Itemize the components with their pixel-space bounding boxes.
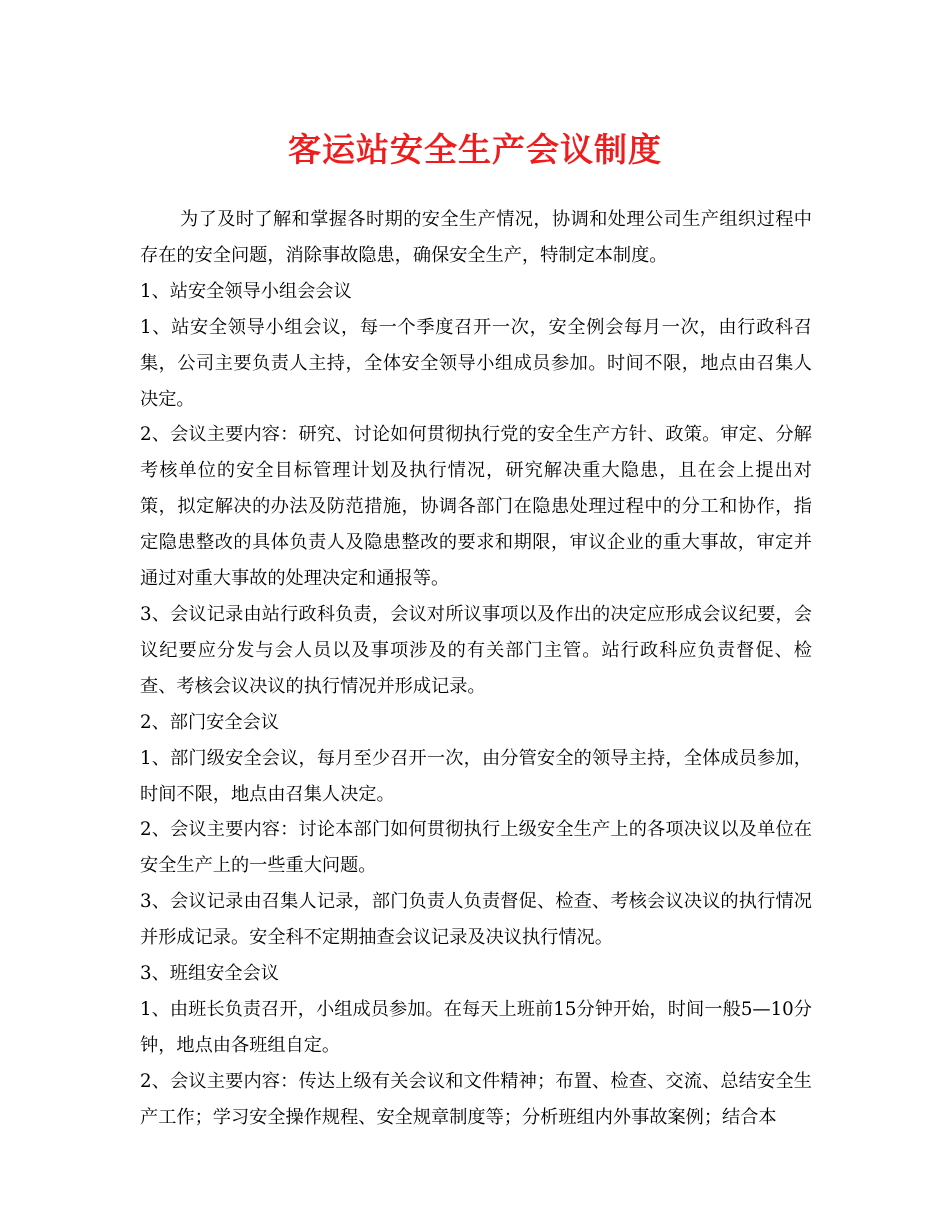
document-title: 客运站安全生产会议制度 xyxy=(288,130,662,169)
section-heading-1: 1、站安全领导小组会会议 xyxy=(140,280,352,302)
section-3-item-2: 2、会议主要内容：传达上级有关会议和文件精神；布置、检查、交流、总结安全生产工作；学习安全操作规程、安全规章制度等；分析班组内外事故案例；结合本 xyxy=(140,1070,812,1128)
section-3-item-1: 1、由班长负责召开，小组成员参加。在每天上班前15分钟开始，时间一般5—10分钟，地点由各班组自定。 xyxy=(140,998,812,1056)
section-2-item-3: 3、会议记录由召集人记录，部门负责人负责督促、检查、考核会议决议的执行情况并形成记录。安全科不定期抽查会议记录及决议执行情况。 xyxy=(140,891,812,949)
section-2-item-1: 1、部门级安全会议，每月至少召开一次，由分管安全的领导主持，全体成员参加，时间不限，地点由召集人决定。 xyxy=(140,747,812,805)
section-heading-2: 2、部门安全会议 xyxy=(140,711,279,733)
section-1-item-2: 2、会议主要内容：研究、讨论如何贯彻执行党的安全生产方针、政策。审定、分解考核单位的安全目标管理计划及执行情况，研究解决重大隐患，且在会上提出对策，拟定解决的办法及防范措施，协调各部门在隐患处理过程中的分工和协作，指定隐患整改的具体负责人及隐患整改的要求和期限，审议企业的重大事故，审定并通过对重大事故的处理决定和通报等。 xyxy=(140,424,812,590)
section-heading-3: 3、班组安全会议 xyxy=(140,963,279,985)
section-1-item-3: 3、会议记录由站行政科负责，会议对所议事项以及作出的决定应形成会议纪要，会议纪要应分发与会人员以及事项涉及的有关部门主管。站行政科应负责督促、检查、考核会议决议的执行情况并形成记录。 xyxy=(140,603,812,697)
section-1-item-1: 1、站安全领导小组会议，每一个季度召开一次，安全例会每月一次，由行政科召集，公司主要负责人主持，全体安全领导小组成员参加。时间不限，地点由召集人决定。 xyxy=(140,316,812,410)
document-body xyxy=(140,202,812,1136)
intro-paragraph: 为了及时了解和掌握各时期的安全生产情况，协调和处理公司生产组织过程中存在的安全问题，消除事故隐患，确保安全生产，特制定本制度。 xyxy=(140,209,812,266)
section-2-item-2: 2、会议主要内容：讨论本部门如何贯彻执行上级安全生产上的各项决议以及单位在安全生产上的一些重大问题。 xyxy=(140,819,812,877)
